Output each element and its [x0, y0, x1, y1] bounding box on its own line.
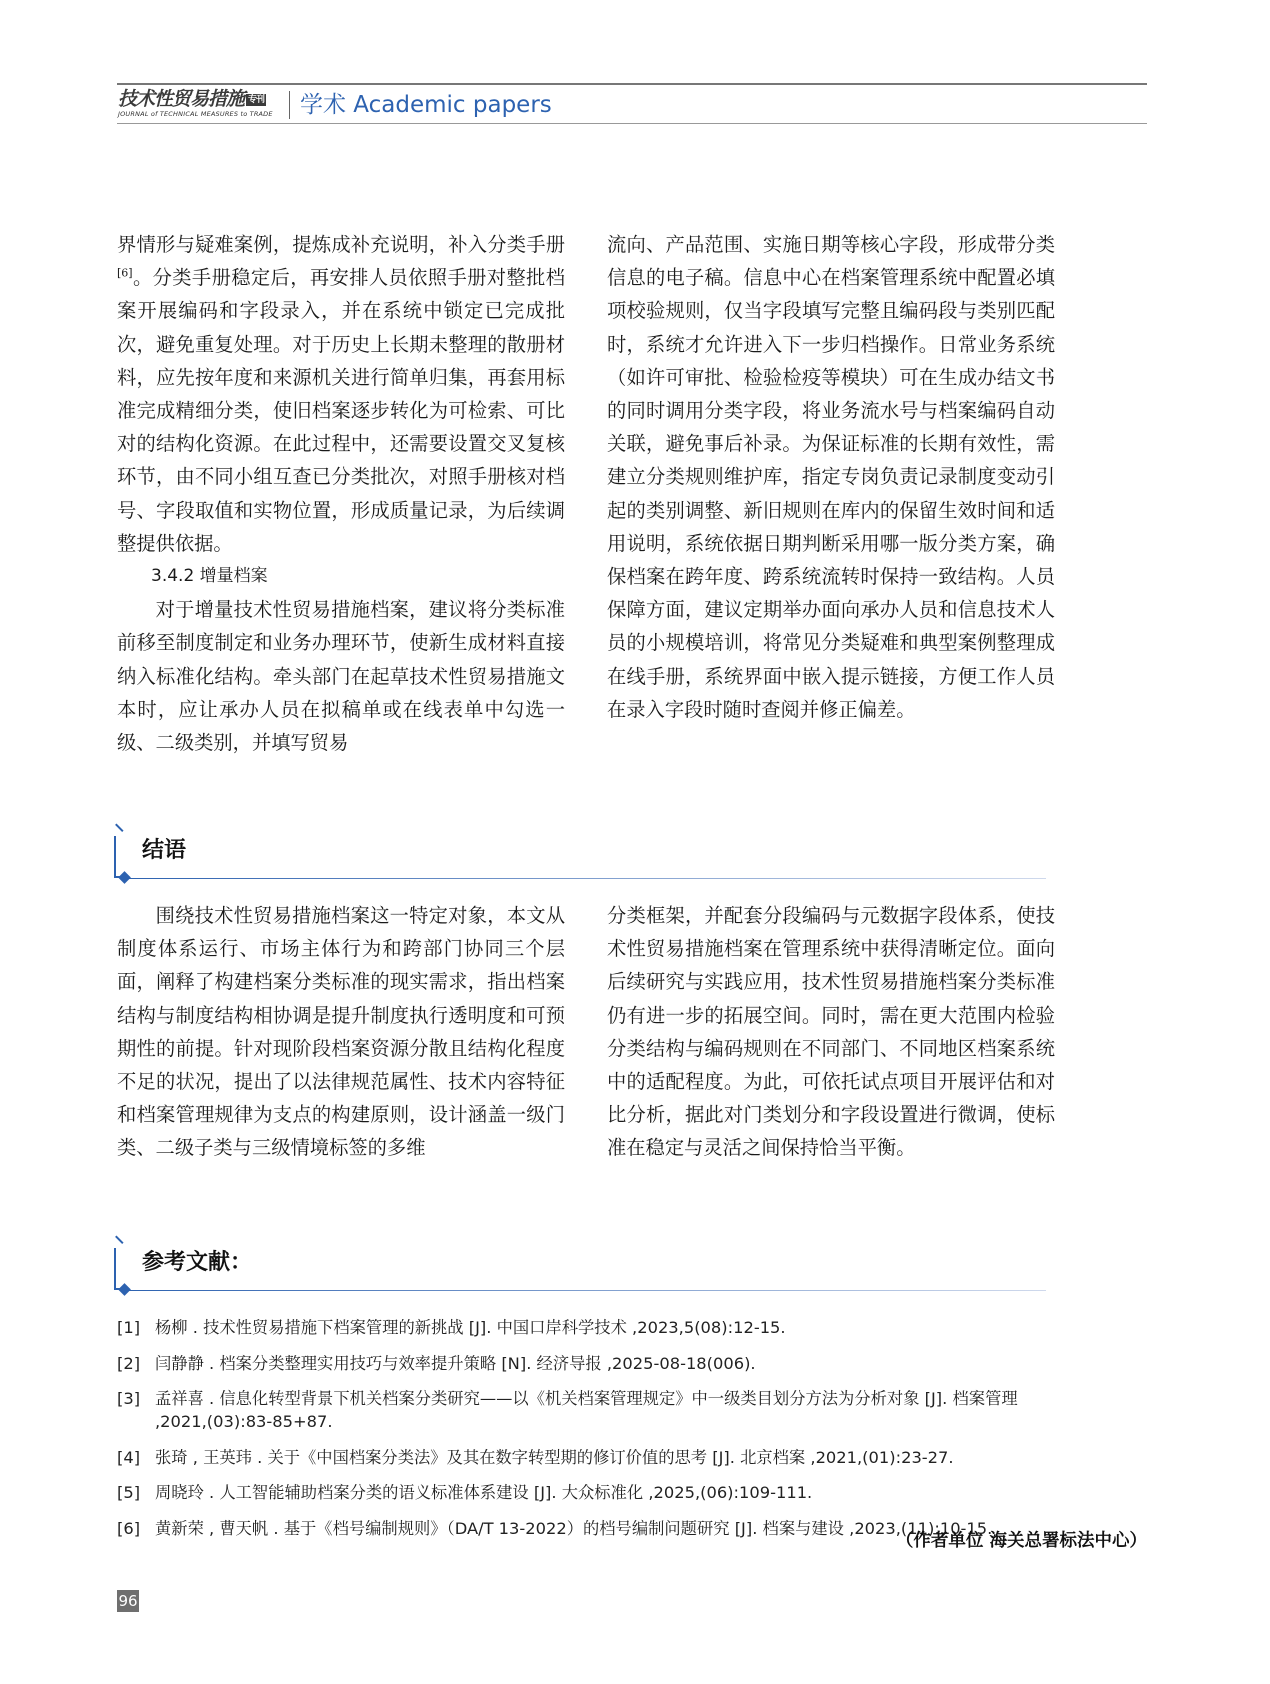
reference-item [117, 1316, 1067, 1339]
reference-number: [5] [117, 1483, 141, 1502]
logo-title: 技术性贸易措施 [118, 88, 245, 110]
reference-number: [3] [117, 1389, 141, 1408]
reference-number: [1] [117, 1318, 141, 1337]
reference-item [117, 1446, 1067, 1469]
reference-item [117, 1387, 1067, 1433]
citation-mark: [6] [117, 266, 133, 280]
author-unit: （作者单位 海关总署标法中心） [895, 1531, 1147, 1551]
paragraph: 对于增量技术性贸易措施档案，建议将分类标准前移至制度制定和业务办理环节，使新生成材料直接纳入标准化结构。牵头部门在起草技术性贸易措施文本时，应让承办人员在拟稿单或在线表单中勾选一级、二级类别，并填写贸易 [117, 598, 565, 755]
subsection-heading: 3.4.2 增量档案 [151, 566, 268, 587]
heading-underline [126, 1290, 1046, 1291]
conclusion-column-right [607, 899, 1055, 1165]
paragraph: 分类框架，并配套分段编码与元数据字段体系，使技术性贸易措施档案在管理系统中获得清晰定位。面向后续研究与实践应用，技术性贸易措施档案分类标准仍有进一步的拓展空间。同时，需在更大范围内检验分类结构与编码规则在不同部门、不同地区档案系统中的适配程度。为此，可依托试点项目开展评估和对比分析，据此对门类划分和字段设置进行微调，使标准在稳定与灵活之间保持恰当平衡。 [607, 904, 1055, 1160]
references-title: 参考文献： [142, 1250, 253, 1275]
reference-number: [6] [117, 1518, 141, 1538]
reference-number: [2] [117, 1353, 141, 1373]
references-heading [108, 1244, 1058, 1304]
body-column-left-top [117, 228, 565, 759]
reference-text: 闫静静 . 档案分类整理实用技巧与效率提升策略 [N]. 经济导报 ,2025-08-18(006). [155, 1353, 756, 1373]
logo-tag: 专刊 [248, 94, 265, 105]
conclusion-title: 结语 [142, 838, 187, 863]
paragraph: 界情形与疑难案例，提炼成补充说明，补入分类手册[6]。分类手册稳定后，再安排人员依照手册对整批档案开展编码和字段录入，并在系统中锁定已完成批次，避免重复处理。对于历史上长期未整理的散册材料，应先按年度和来源机关进行简单归集，再套用标准完成精细分类，使旧档案逐步转化为可检索、可比对的结构化资源。在此过程中，还需要设置交叉复核环节，由不同小组互查已分类批次，对照手册核对档号、字段取值和实物位置，形成质量记录，为后续调整提供依据。 [117, 233, 565, 555]
conclusion-heading [108, 832, 1058, 892]
reference-text: 孟祥喜 . 信息化转型背景下机关档案分类研究——以《机关档案管理规定》中一级类目划分方法为分析对象 [J]. 档案管理 ,2021,(03):83-85+87. [155, 1389, 1018, 1431]
journal-logo [118, 88, 286, 124]
paragraph: 流向、产品范围、实施日期等核心字段，形成带分类信息的电子稿。信息中心在档案管理系统中配置必填项校验规则，仅当字段填写完整且编码段与类别匹配时，系统才允许进入下一步归档操作。日常业务系统（如许可审批、检验检疫等模块）可在生成办结文书的同时调用分类字段，将业务流水号与档案编码自动关联，避免事后补录。为保证标准的长期有效性，需建立分类规则维护库，指定专岗负责记录制度变动引起的类别调整、新旧规则在库内的保留生效时间和适用说明，系统依据日期判断采用哪一版分类方案，确保档案在跨年度、跨系统流转时保持一致结构。人员保障方面，建议定期举办面向承办人员和信息技术人员的小规模培训，将常见分类疑难和典型案例整理成在线手册，系统界面中嵌入提示链接，方便工作人员在录入字段时随时查阅并修正偏差。 [607, 233, 1055, 721]
reference-text: 周晓玲 . 人工智能辅助档案分类的语义标准体系建设 [J]. 大众标准化 ,2025,(06):109-111. [155, 1483, 813, 1502]
reference-text: 张琦 , 王英玮 . 关于《中国档案分类法》及其在数字转型期的修订价值的思考 [J]. 北京档案 ,2021,(01):23-27. [155, 1447, 954, 1467]
section-label: 学术 Academic papers [300, 92, 552, 118]
references-list [117, 1316, 1067, 1552]
conclusion-column-left [117, 899, 565, 1165]
reference-item [117, 1352, 1067, 1375]
heading-underline [126, 878, 1046, 879]
header-bottom-rule [117, 123, 1147, 124]
header-top-rule [117, 83, 1147, 85]
reference-number: [4] [117, 1447, 141, 1467]
reference-text: 黄新荣 , 曹天帆 . 基于《档号编制规则》（DA/T 13-2022）的档号编制问题研究 [J]. 档案与建设 ,2023,(11):10-15. [155, 1518, 993, 1538]
paragraph: 围绕技术性贸易措施档案这一特定对象，本文从制度体系运行、市场主体行为和跨部门协同三个层面，阐释了构建档案分类标准的现实需求，指出档案结构与制度结构相协调是提升制度执行透明度和可预期性的前提。针对现阶段档案资源分散且结构化程度不足的状况，提出了以法律规范属性、技术内容特征和档案管理规律为支点的构建原则，设计涵盖一级门类、二级子类与三级情境标签的多维 [117, 904, 565, 1160]
logo-subtitle: JOURNAL of TECHNICAL MEASURES to TRADE [118, 110, 273, 118]
reference-text: 杨柳 . 技术性贸易措施下档案管理的新挑战 [J]. 中国口岸科学技术 ,2023,5(08):12-15. [155, 1318, 786, 1337]
page-number: 96 [118, 1592, 138, 1610]
reference-item [117, 1481, 1067, 1504]
body-column-right-top [607, 228, 1055, 726]
header-divider [289, 91, 290, 119]
